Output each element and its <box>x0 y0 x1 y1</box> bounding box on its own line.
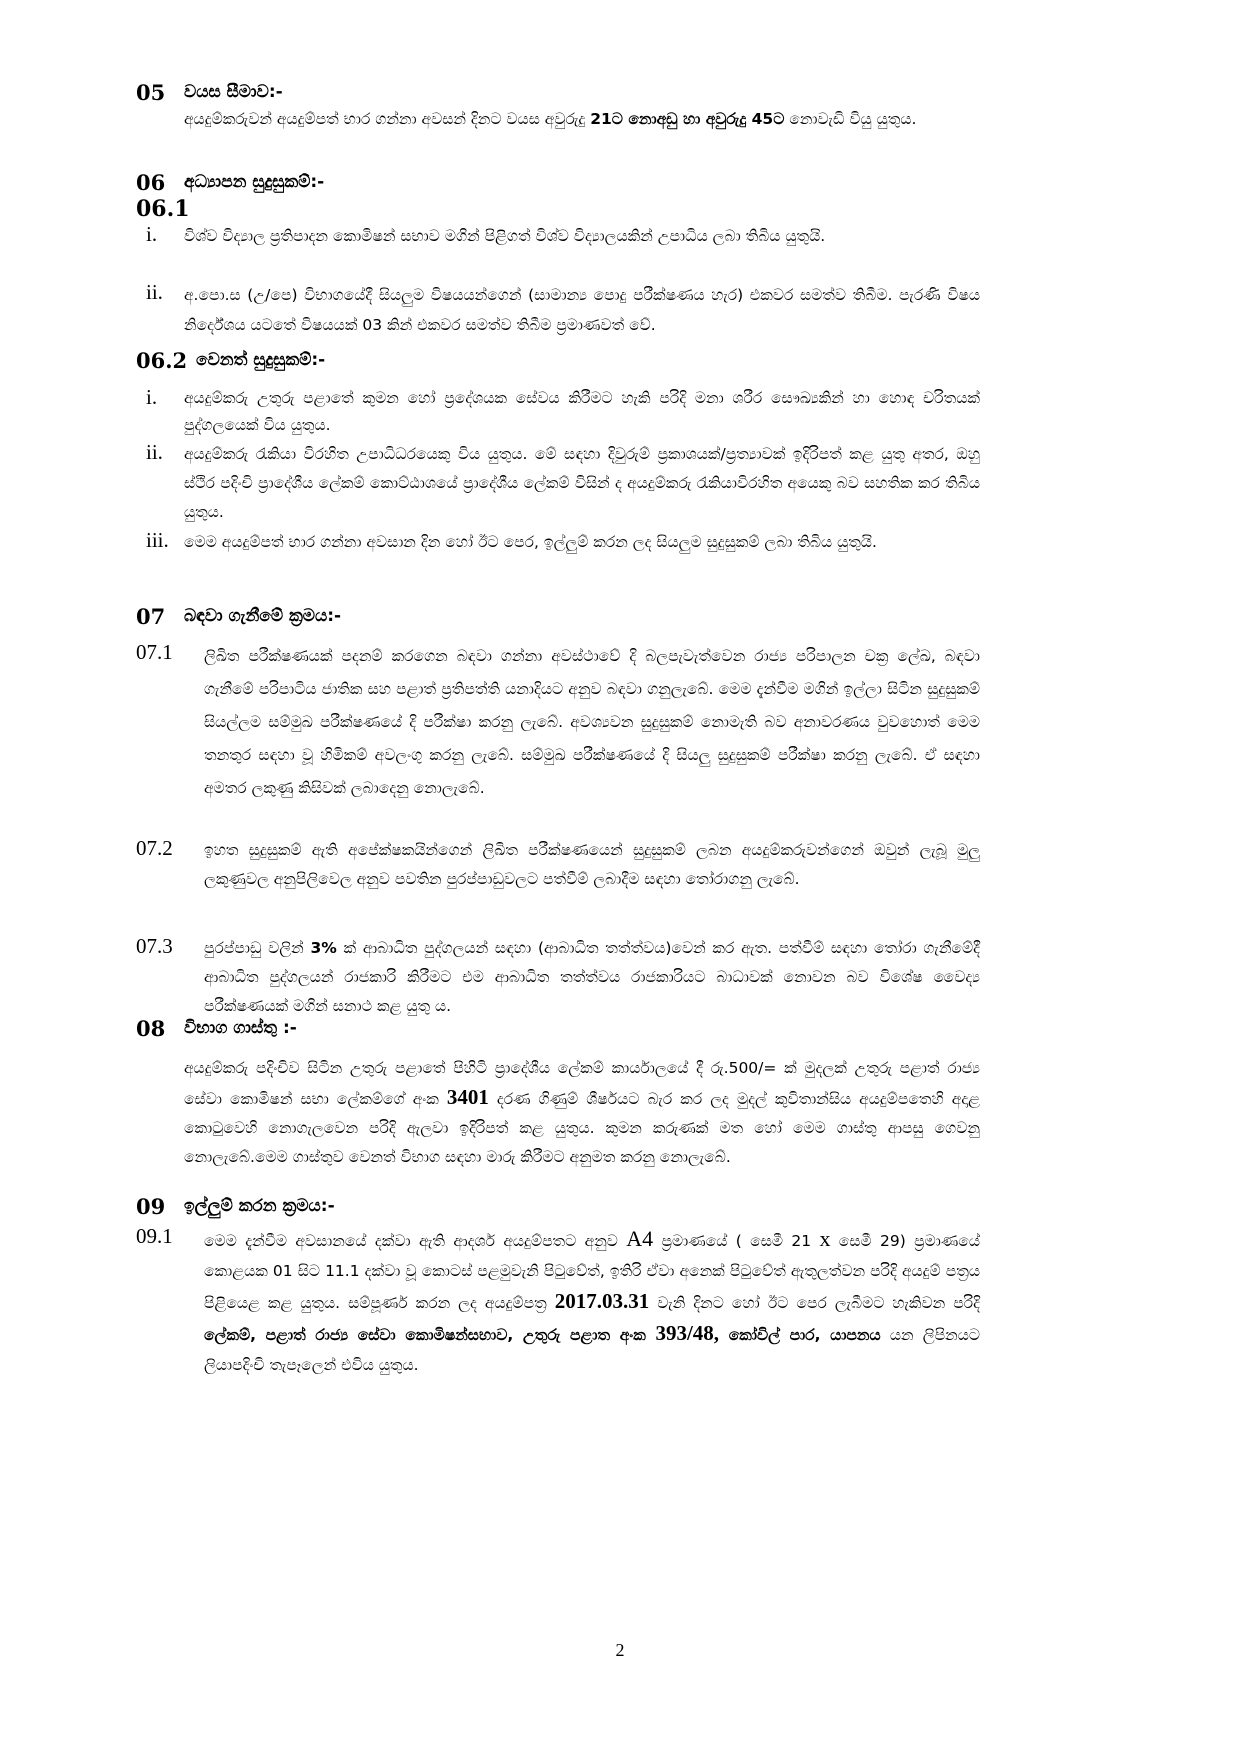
fee-text-b: දරණ ගිණුම් ශීර්ෂයට බැර කර ලද මුදල් කුවිතාන්සිය අයදුම්පතෙහි අදාළ කොටුවෙහි නොගැලවෙන පරිදි ඇලවා ඉදිරිපත් කළ යුතුය. කුමන කරුණක් මත හෝ මෙම ගාස්තු ආපසු ගෙවනු නොලැබේ.මෙම ගාස්තුව වෙනත් විභාග සඳහා මාරු කිරීමට අනුමත කරනු නොලැබේ. <box>184 1090 980 1166</box>
item-06-2-i-text: අයදුම්කරු උතුරු පළාතේ කුමන හෝ ප්‍රදේශයක සේවය කිරීමට හැකි පරිදි මනා ශරීර සෞඛ්‍යකින් හා හොඳ චරිතයක් පුද්ගලයෙක් විය යුතුය. <box>184 389 980 434</box>
closing-date: 2017.03.31 <box>554 1289 650 1313</box>
section-07-title: බඳවා ගැනීමේ ක්‍රමය:- <box>184 606 342 626</box>
apply-text-3: සෙමී 29) ප්‍රමාණයේ කොළයක 01 සිට 11.1 දක්වා වූ කොටස් පළමුවැනි පිටුවේත්, ඉතිරි ඒවා අනෙක් පිටුවේත් ඇතුලත්වන පරිදි අයදුම් පත්‍රය පිළියෙළ කළ යුතුය. සම්පූර්ණ කරන ලද අයදුම්පත්‍ර <box>204 1232 980 1312</box>
item-06-1-ii-text: අ.පො.ස (උ/පෙ) විභාගයේදී සියලුම විෂයයන්ගෙන් (සාමාන්‍ය පොදු පරීක්ෂණය හැර) එකවර සමත්ව තිබීම. පැරණි විෂය නිර්දේශය යටතේ විෂයයක් 03 කින් එකවර සමත්ව තිබීම ප්‍රමාණවත් වේ. <box>184 286 980 334</box>
dimension-x: x <box>819 1226 831 1251</box>
section-05-body <box>184 106 980 132</box>
page-number: 2 <box>615 1640 625 1660</box>
item-06-2-iii-number: iii. <box>146 528 169 552</box>
item-06-2-i-number: i. <box>146 385 158 409</box>
quota-text-a: පුරප්පාඩු වලින් <box>204 939 311 957</box>
section-06-2-number: 06.2 <box>136 348 188 373</box>
quota-text-b: ක් ආබාධිත පුද්ගලයන් සඳහා (ආබාධිත තත්ත්වය)වෙන් කර ඇත. පත්වීම් සඳහා තෝරා ගැනීමේදී ආබාධිත පුද්ගලයන් රාජකාරි කිරීමට එම ආබාධිත තත්ත්වය රාජකාරියට බාධාවක් නොවන බව විශේෂ වෛද්‍ය පරීක්ෂණයක් මගින් සනාථ කළ යුතු ය. <box>204 939 981 1015</box>
item-06-1-ii-number: ii. <box>146 280 163 304</box>
address-line-2: කෝවිල් පාර, යාපනය <box>719 1326 881 1344</box>
section-07-number: 07 <box>136 604 166 629</box>
age-text-a: අයදුම්කරුවන් අයදුම්පත් භාර ගන්නා අවසන් දිනට වයස අවුරුදු <box>184 110 591 128</box>
section-06-number: 06 <box>136 170 166 195</box>
item-06-2-ii-text: අයදුම්කරු රැකියා විරහිත උපාධිධරයෙකු විය යුතුය. මේ සඳහා දිවුරුම් ප්‍රකාශයක්/ප්‍රත්‍යාවක් ඉදිරිපත් කළ යුතු අතර, ඔහු ස්ථිර පදිංචි ප්‍රාදේශීය ලේකම් කොට්ඨාශයේ ප්‍රාදේශීය ලේකම් විසින් ද අයදුම්කරු රැකියාවිරහිත අයෙකු බව සහතික කර තිබිය යුතුය. <box>184 445 980 521</box>
section-08-number: 08 <box>136 1016 166 1041</box>
apply-text-5: යන ලිපිනයට ලියාපදිංචි තැපෑලෙන් එවිය යුතුය. <box>204 1326 980 1374</box>
item-07-3-number: 07.3 <box>136 934 173 958</box>
item-07-1-number: 07.1 <box>136 640 173 664</box>
paper-size: A4 <box>626 1226 654 1251</box>
section-06-2-title: වෙනත් සුදුසුකම්:- <box>196 350 326 370</box>
item-07-1-text: ලිඛිත පරීක්ෂණයක් පදනම් කරගෙන බඳවා ගන්නා අවස්ථාවේ දි බලපැවැත්වෙන රාජ්‍ය පරිපාලන චක්‍ර ලේඛ, බඳවා ගැනීමේ පරිපාටිය ජාතික සහ පළාත් ප්‍රතිපත්ති යනාදියට අනුව බඳවා ගනුලැබේ. මෙම දැන්වීම මගින් ඉල්ලා සිටින සුදුසුකම් සියල්ලම සම්මුඛ පරීක්ෂණයේ දි පරීක්ෂා කරනු ලැබේ. අවශ්‍යවන සුදුසුකම් නොමැති බව අනාවරණය වුවහොත් මෙම තනතුර සඳහා වූ හිමිකම් අවලංගු කරනු ලැබේ. සම්මුඛ පරීක්ෂණයේ දි සියලු සුදුසුකම් පරීක්ෂා කරනු ලැබේ. ඒ සඳහා අමතර ලකුණු කිසිවක් ලබාදෙනු නොලැබේ. <box>204 647 981 797</box>
fee-text-a: අයදුම්කරු පදිංචිව සිටින උතුරු පළාතේ පිහිටි ප්‍රාදේශීය ලේකම් කාර්යාලයේ දී රු.500/= ක් මුදලක් උතුරු පළාත් රාජ්‍ය සේවා කොමිෂන් සභා ලේකම්ගේ අංක <box>184 1059 980 1108</box>
apply-text-2: ප්‍රමාණයේ ( සෙමී 21 <box>653 1232 820 1250</box>
apply-text-4: වැනි දිනට හෝ ඊට පෙර ලැබීමට හැකිවන පරිදි <box>649 1294 980 1312</box>
fee-account-number: 3401 <box>446 1085 489 1109</box>
section-08-title: විභාග ගාස්තු :- <box>184 1018 297 1038</box>
address-line-1: ලේකම්, පළාත් රාජ්‍ය සේවා කොමිෂන්සභාව, උතුරු පළාත අංක <box>204 1326 656 1344</box>
address-number: 393/48, <box>655 1321 720 1345</box>
section-05-title: වයස සීමාව:- <box>184 82 283 102</box>
quota-percent: 3% <box>310 939 337 957</box>
item-07-2-text: ඉහත සුදුසුකම් ඇති අපේක්ෂකයින්ගෙන් ලිඛිත පරීක්ෂණයෙන් සුදුසුකම් ලබන අයදුම්කරුවන්ගෙන් ඔවුන් ලැබූ මුලු ලකුණුවල අනුපිලිවෙල අනුව පවතින පුරප්පාඩුවලට පත්වීම් ලබාදීම සඳහා තෝරාගනු ලැබේ. <box>204 841 980 888</box>
item-09-1-number: 09.1 <box>136 1224 173 1248</box>
age-limits: 21ට නොඅඩු හා අවුරුදු 45ට <box>590 110 785 128</box>
item-06-1-i-text: විශ්ව විද්‍යාල ප්‍රතිපාදන කොමිෂන් සභාව මගින් පිළිගත් විශ්ව විද්‍යාලයකින් උපාධිය ලබා තිබිය යුතුයි. <box>184 227 826 245</box>
apply-text-1: මෙම දැන්වීම අවසානයේ දක්වා ඇති ආදර්ශ අයදුම්පතට අනුව <box>204 1232 627 1250</box>
section-05-number: 05 <box>136 80 166 105</box>
section-06-title: අධ්‍යාපන සුදුසුකම්:- <box>184 172 325 192</box>
section-09-title: ඉල්ලුම් කරන ක්‍රමය:- <box>184 1196 335 1216</box>
item-09-1-text <box>204 1224 980 1380</box>
item-06-2-iii-text: මෙම අයදුම්පත් භාර ගන්නා අවසාන දින හෝ ඊට පෙර, ඉල්ලුම් කරන ලද සියලුම සුදුසුකම් ලබා තිබිය යුතුයි. <box>184 533 877 551</box>
item-07-2-number: 07.2 <box>136 836 173 860</box>
item-06-1-i-number: i. <box>146 222 158 246</box>
age-text-b: නොවැඩි වියු යුතුය. <box>784 110 917 128</box>
section-09-number: 09 <box>136 1194 166 1219</box>
section-06-1-number: 06.1 <box>136 196 190 222</box>
item-06-2-ii-number: ii. <box>146 440 163 464</box>
item-07-3-text <box>204 934 980 1021</box>
section-08-body <box>184 1054 980 1172</box>
